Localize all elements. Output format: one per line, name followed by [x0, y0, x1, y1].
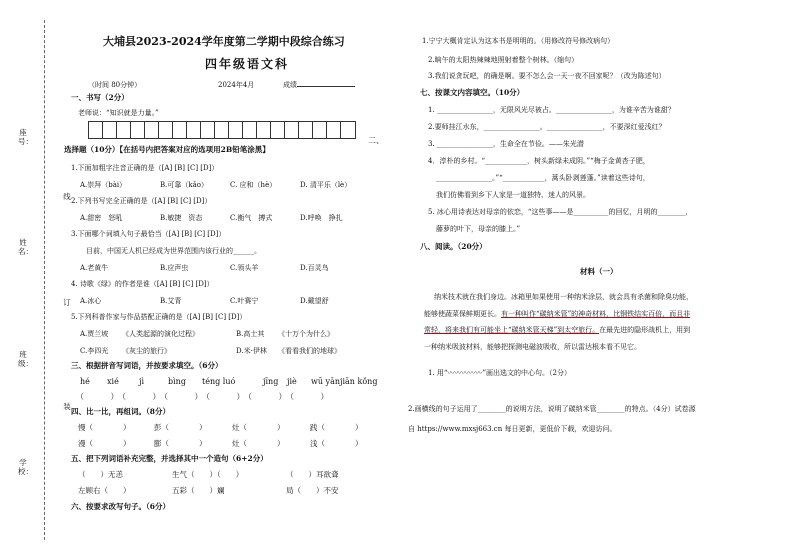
compare-man2[interactable]: 漫（ ） [78, 439, 131, 448]
rewrite-q3: 3.我们说贪玩吧，的确是啊。要不怎么会一天一夜不回家呢？（改为陈述句） [428, 72, 666, 80]
mc-q4-opt-b[interactable]: B.艾青 [160, 297, 182, 305]
pinyin-answer-brackets[interactable]: （ ）（ ）（ ）（ ）（ ）（ ） [76, 392, 332, 401]
mc-q5-opt-a-author[interactable]: A.贾兰坡 [80, 330, 109, 338]
pinyin-3: jì [139, 377, 145, 386]
section6-heading: 六、按要求改写句子。（6分） [71, 502, 170, 511]
mc-q4-opt-a[interactable]: A.冰心 [80, 297, 102, 305]
teacher-quote: 老师说：“知识就是力量。” [78, 109, 159, 117]
idiom-4[interactable]: 左顾右（ ） [78, 486, 131, 495]
mc-q2-opt-d[interactable]: D.呼唤 挣扎 [300, 214, 343, 222]
seat-number-label: 座号： [18, 128, 33, 147]
fill-line-1[interactable]: 1. ________________，无限风光尽被占。________________，为谁辛苦为谁甜？ [428, 106, 675, 114]
passage-line-1: 纳米技术就在我们身边。冰箱里如果使用一种纳米涂层，就会具有杀菌和除臭功能， [434, 293, 693, 301]
section5-heading: 五、把下列词语补充完整，并选择其中一个造句（6+2分） [71, 454, 268, 463]
mc-q5-opt-d-author[interactable]: D.米·伊林 [236, 347, 267, 355]
idiom-6[interactable]: 局（ ）不安 [286, 486, 339, 495]
section1-heading: 一、书写（2分） [71, 93, 129, 102]
fill-line-8: 藤萝的叶下，母亲的膝上。” [436, 225, 521, 233]
exam-title: 大埔县2023-2024学年度第二学期中段综合练习 [103, 35, 345, 48]
reading-q1: 1. 用“〰〰〰〰〰”画出选文的中心句。（2分） [428, 369, 572, 377]
passage-line-4: 一种纳米吸波材料，能够把探测电磁波吸收，所以雷达根本看不见它。 [424, 343, 641, 351]
mc-q5: 5.下列科普作家与作品搭配正确的是（[A] [B] [C] [D]） [71, 313, 247, 321]
fill-line-7[interactable]: 5. 冰心用诗表达对母亲的依恋，“这些事——是__________的回忆，月明的________， [428, 208, 693, 216]
mc-q1-opt-b[interactable]: B.可靠（kǎo） [160, 181, 208, 189]
exam-time: （时间 80分钟） [88, 81, 142, 89]
idiom-1[interactable]: （ ）无恙 [78, 470, 123, 479]
mc-q4-opt-c[interactable]: C.叶赛宁 [230, 297, 259, 305]
mc-q5-opt-c-author[interactable]: C.李四光 [80, 347, 109, 355]
passage-line-3: 常轻，将来我们有可能坐上“碳纳米管天梯”到太空旅行。在最先进的隐形战机上，用到 [424, 326, 691, 334]
idiom-5[interactable]: 五彩（ ）斓 [172, 486, 225, 495]
section4-heading: 四、比一比，再组词。（8分） [71, 407, 170, 416]
exam-date: 2024年4月 [218, 81, 255, 89]
mc-q5-opt-d-work: 《看看我们的地球》 [278, 347, 341, 355]
school-label: 学校： [18, 458, 33, 477]
mc-q3: 3.下面哪个词填入句子最恰当（[A] [B] [C] [D]） [71, 230, 226, 238]
pinyin-1: hé [80, 377, 90, 386]
mc-q3-text: 目前，中国无人机已经成为世界范围内该行业的______。 [86, 247, 261, 255]
compare-qian[interactable]: 浅（ ） [310, 439, 363, 448]
mc-q3-opt-d[interactable]: D.百灵鸟 [300, 264, 329, 272]
name-label: 姓名： [18, 238, 33, 257]
reading-q2-cont: 自 https://www.mxsj663.cn 每日更新，更低价下载，欢迎访问。 [408, 425, 617, 433]
fill-line-3[interactable]: 3. ________________，生命全在节俭。——朱光潜 [428, 140, 584, 148]
mc-heading: 选择题（10分）【在括号内把答案对应的选项用2B铅笔涂黑】 [64, 145, 270, 154]
mc-q2-opt-c[interactable]: C.衡气 搏式 [230, 214, 273, 222]
pinyin-8: wū yān [311, 377, 340, 386]
pinyin-9: jiān kǒng [340, 377, 378, 386]
reading-q2: 2.画横线的句子运用了________的说明方法，说明了碳纳米管________的特点。（4分）试卷源 [408, 405, 696, 413]
rewrite-q1: 1.宁宁大概肯定认为这本书是明明的。（用修改符号修改病句） [422, 37, 615, 45]
mc-q3-opt-b[interactable]: B.应声虫 [160, 264, 189, 272]
mc-q1-opt-d[interactable]: D. 清平乐（lè） [300, 181, 352, 189]
compare-zao[interactable]: 灶（ ） [232, 423, 285, 432]
compare-peng[interactable]: 彭（ ） [154, 423, 207, 432]
mc-q2-opt-b[interactable]: B.敏捷 资态 [160, 214, 203, 222]
class-label: 班级： [18, 350, 33, 369]
passage-line-2: 能够使蔬菜保鲜期更长。有一种叫作“碳纳米管”的神奇材料，比钢铁结实百倍，而且非 [424, 310, 691, 318]
section-marker: 二、 [368, 136, 384, 145]
mc-q1-opt-a[interactable]: A.崇拜（bài） [80, 181, 127, 189]
mc-q3-opt-c[interactable]: C.领头羊 [230, 264, 259, 272]
material-title: 材料（一） [580, 267, 618, 276]
rewrite-q2: 2.晌午的太阳热辣辣地照射着整个树林。（缩句） [428, 56, 579, 64]
compare-jian[interactable]: 践（ ） [310, 423, 363, 432]
mc-q2-opt-a[interactable]: A.甜密 怒吼 [80, 214, 123, 222]
idiom-3[interactable]: （ ）耳欲聋 [286, 470, 339, 479]
mc-q5-opt-a-work: 《人类起源的演化过程》 [122, 330, 199, 338]
mc-q3-opt-a[interactable]: A.老黄牛 [80, 264, 109, 272]
pinyin-4: bìng [168, 377, 186, 386]
pinyin-6: jīng [263, 377, 279, 386]
binding-line [44, 20, 45, 540]
writing-grid[interactable] [88, 121, 356, 139]
compare-man[interactable]: 慢（ ） [78, 423, 131, 432]
fill-line-2[interactable]: 2.要师挂江水东，________________。________________，不要深红爱浅红？ [428, 123, 666, 131]
pinyin-7: jiè [287, 377, 297, 386]
mc-q5-opt-c-work: 《灰尘的旅行》 [122, 347, 171, 355]
pinyin-5: téng luó [202, 377, 236, 386]
mc-q4: 4. 诗歌《绿》的作者是谁（[A] [B] [C] [D]） [71, 280, 214, 288]
compare-peng2[interactable]: 膨（ ） [154, 439, 207, 448]
mc-q2: 2.下列书写完全正确的是（[A] [B] [C] [D]） [71, 197, 212, 205]
mc-q1-opt-c[interactable]: C. 应和（hè） [230, 181, 277, 189]
binding-mark-xian: 线 [63, 192, 71, 201]
pinyin-2: xié [107, 377, 119, 386]
binding-mark-zhuang: 装 [63, 402, 71, 411]
fill-line-6: 我们仿佛看到乡下人家是一道独特、迷人的风景。 [436, 191, 590, 199]
exam-subtitle: 四年级语文科 [205, 57, 290, 71]
compare-zao2[interactable]: 灶（ ） [232, 439, 285, 448]
mc-q5-opt-b-work: 《十万个为什么》 [278, 330, 334, 338]
fill-line-5[interactable]: ________________。”“____________，蒿头卧剥莲蓬。”读着这些诗句， [436, 174, 650, 182]
fill-line-4[interactable]: 4．淳朴的乡村。“____________，树头新绿未成阴。”“梅子金黄杏子肥， [428, 157, 650, 165]
score-label: 成绩 [283, 81, 355, 89]
section3-heading: 三、根据拼音写词语，并按要求填空。（6分） [71, 361, 223, 370]
mc-q1: 1.下面加粗字注音正确的是（[A] [B] [C] [D]） [71, 164, 219, 172]
section8-heading: 八、阅读。（20分） [420, 242, 487, 251]
binding-mark-ding: 订 [63, 298, 71, 307]
idiom-2[interactable]: 生气（ ）（ ） [172, 470, 244, 479]
mc-q4-opt-d[interactable]: D.戴望舒 [300, 297, 329, 305]
mc-q5-opt-b-author[interactable]: B.高士其 [236, 330, 265, 338]
section7-heading: 七、按课文内容填空。（10分） [420, 88, 525, 97]
